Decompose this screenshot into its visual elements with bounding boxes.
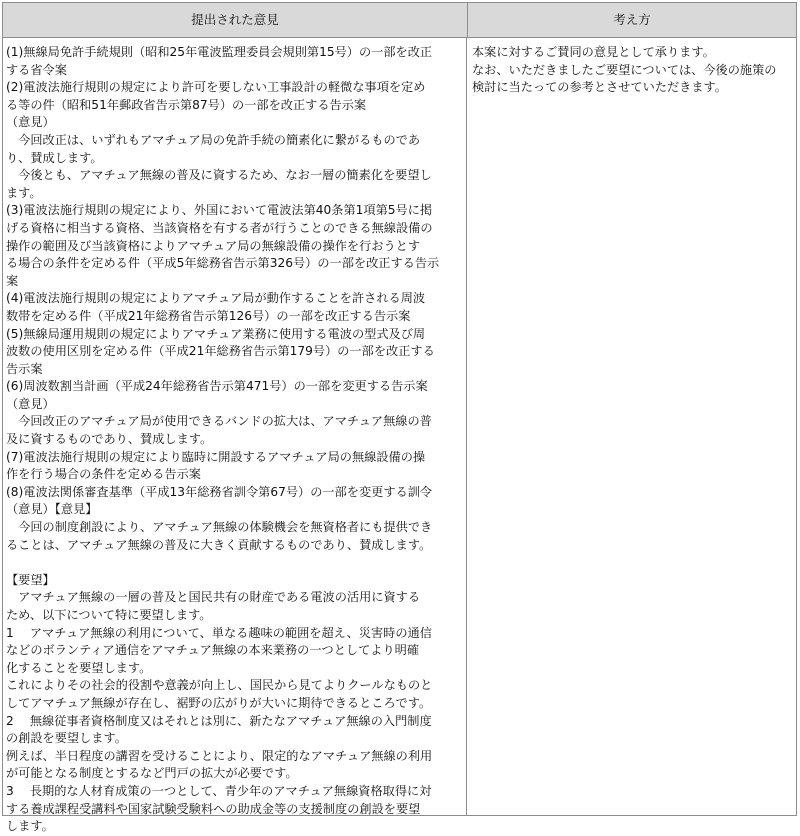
opinion-text-line: 3 長期的な人材育成策の一つとして、青少年のアマチュア無線資格取得に対 (6, 783, 432, 798)
opinion-text-line: る場合の条件を定める件（平成5年総務省告示第326号）の一部を改正する告示 (6, 256, 440, 271)
opinion-text-line: （意見） (6, 115, 55, 130)
response-cell (467, 38, 796, 815)
opinion-text-line: げる資格に相当する資格、当該資格を有する者が行うことのできる無線設備の (6, 220, 433, 235)
opinion-text-line: ます。 (6, 185, 42, 200)
opinion-text-line: 作を行う場合の条件を定める告示案 (6, 467, 201, 482)
opinion-text-line: ることは、アマチュア無線の普及に大きく貢献するものであり、賛成します。 (6, 537, 432, 552)
opinion-text-line: 及に資するものであり、賛成します。 (6, 432, 213, 447)
opinion-text-line: (8)電波法関係審査基準（平成13年総務省訓令第67号）の一部を変更する訓令 (6, 484, 433, 499)
opinion-text-line: が可能となる制度とするなど門戸の拡大が必要です。 (6, 766, 298, 781)
opinion-text-line: る等の件（昭和51年郵政省告示第87号）の一部を改正する告示案 (6, 97, 367, 112)
opinion-text-line: 1 アマチュア無線の利用について、単なる趣味の範囲を超え、災害時の通信 (6, 625, 432, 640)
header-submitted-opinion: 提出された意見 (3, 3, 468, 37)
opinion-text-line: 操作の範囲及び当該資格によりアマチュア局の無線設備の操作を行おうとす (6, 238, 421, 253)
opinion-text-line: （意見） (6, 396, 55, 411)
opinion-text-line: (7)電波法施行規則の規定により臨時に開設するアマチュア局の無線設備の操 (6, 449, 426, 464)
opinion-text-line: 化することを要望します。 (6, 660, 152, 675)
opinion-text-line: の創設を要望します。 (6, 731, 127, 746)
opinion-text-line: 今回改正のアマチュア局が使用できるバンドの拡大は、アマチュア無線の普 (6, 414, 432, 429)
table-body (3, 38, 796, 834)
opinion-cell (3, 38, 467, 834)
opinion-text-line: アマチュア無線の一層の普及と国民共有の財産である電波の活用に資する (6, 590, 421, 605)
opinion-text-line: してアマチュア無線が存在し、裾野の広がりが大いに期待できるところです。 (6, 695, 432, 710)
opinion-text-line: 2 無線従事者資格制度又はそれとは別に、新たなアマチュア無線の入門制度 (6, 713, 432, 728)
opinion-text-line: 告示案 (6, 361, 43, 376)
header-approach: 考え方 (613, 12, 651, 28)
opinion-text-line: します。 (6, 819, 54, 834)
opinion-text-line: り、賛成します。 (6, 150, 103, 165)
comment-table (2, 2, 797, 834)
opinion-text-line: （意見）【意見】 (6, 502, 98, 517)
opinion-text-line: (3)電波法施行規則の規定により、外国において電波法第40条第1項第5号に掲 (6, 203, 433, 218)
response-text-line: なお、いただきましたご要望については、今後の施策の (472, 62, 777, 77)
opinion-text-line: 今後とも、アマチュア無線の普及に資するため、なお一層の簡素化を要望し (6, 168, 432, 183)
opinion-text-line: ため、以下について特に要望します。 (6, 608, 212, 622)
opinion-text-line: (2)電波法施行規則の規定により許可を要しない工事設計の軽微な事項を定め (6, 80, 426, 95)
opinion-text-line: 例えば、半日程度の講習を受けることにより、限定的なアマチュア無線の利用 (6, 748, 433, 763)
opinion-text-line: 【要望】 (6, 572, 55, 587)
response-text-line: 検討に当たっての参考とさせていただきます。 (472, 80, 727, 95)
opinion-text-line: などのボランティア通信をアマチュア無線の本来業務の一つとしてより明確 (6, 643, 420, 658)
opinion-text-line: (4)電波法施行規則の規定によりアマチュア局が動作することを許される周波 (6, 291, 426, 306)
opinion-text-line: 数帯を定める件（平成21年総務省告示第126号）の一部を改正する告示案 (6, 308, 411, 323)
opinion-text-line: (1)無線局免許手続規則（昭和25年電波監理委員会規則第15号）の一部を改正 (6, 45, 433, 59)
opinion-text-line: 今回の制度創設により、アマチュア無線の体験機会を無資格者にも提供でき (6, 520, 433, 535)
response-text-line: 本案に対するご賛同の意見として承ります。 (472, 45, 715, 59)
opinion-text-line: これによりその社会的役割や意義が向上し、国民から見てよりクールなものと (6, 678, 433, 693)
opinion-text-line: 今回改正は、いずれもアマチュア局の免許手続の簡素化に繋がるものであ (6, 132, 421, 147)
opinion-text-line: する省令案 (6, 62, 67, 77)
opinion-text-line: 案 (6, 273, 19, 288)
table-header (3, 3, 796, 38)
opinion-text-line: (5)無線局運用規則の規定によりアマチュア業務に使用する電波の型式及び周 (6, 326, 426, 341)
opinion-text-line: 波数の使用区別を定める件（平成21年総務省告示第179号）の一部を改正する (6, 344, 435, 359)
opinion-text-line (6, 554, 462, 572)
opinion-text-line: (6)周波数割当計画（平成24年総務省告示第471号）の一部を変更する告示案 (6, 379, 428, 394)
opinion-text-line: する養成課程受講料や国家試験受験料への助成金等の支援制度の創設を要望 (6, 801, 421, 816)
